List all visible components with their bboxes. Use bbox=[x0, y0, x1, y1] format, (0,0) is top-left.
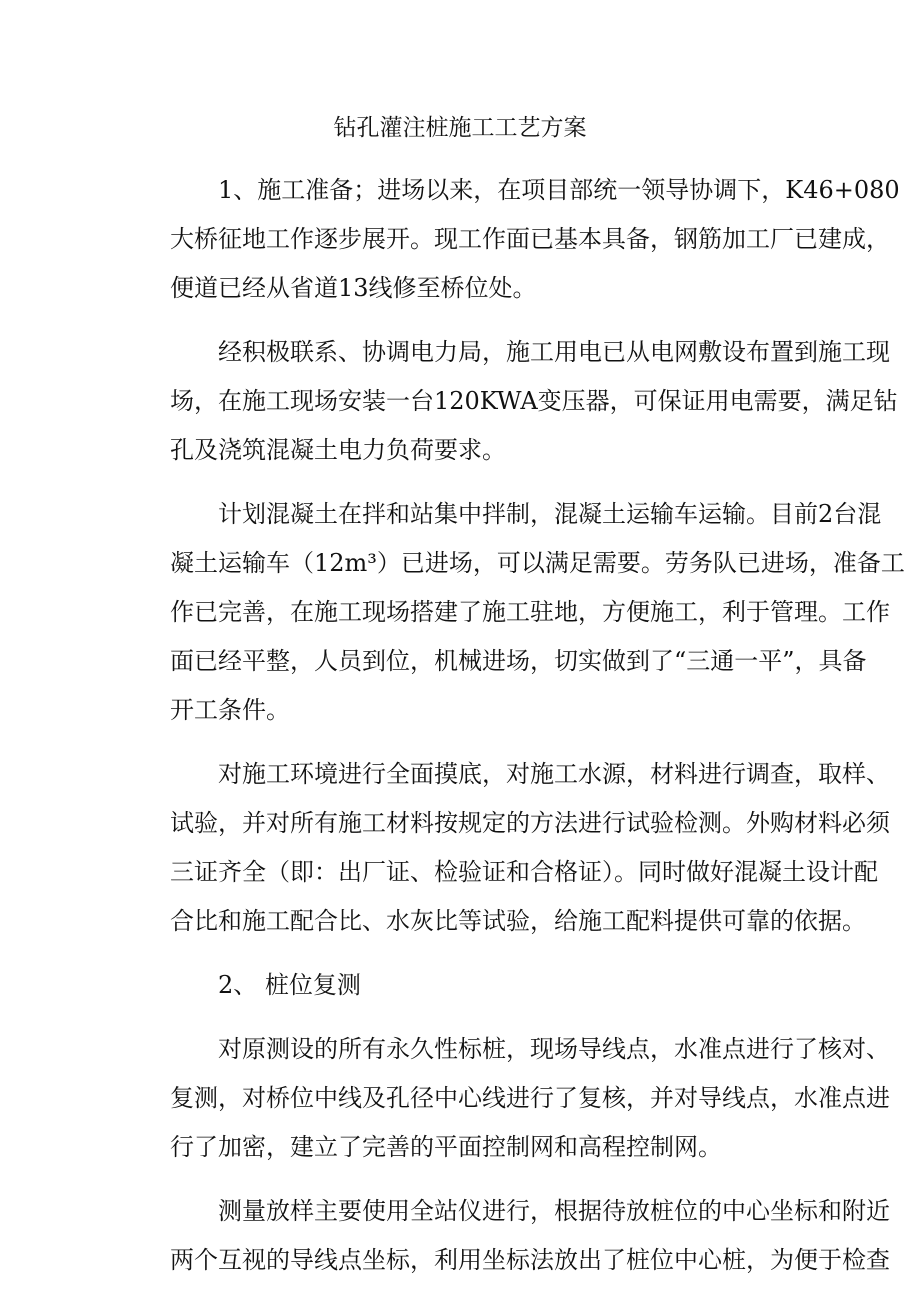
text-line: 1、施工准备；进场以来，在项目部统一领导协调下，K46+080 bbox=[218, 176, 900, 204]
paragraph bbox=[170, 750, 890, 946]
text-line: 对原测设的所有永久性标桩，现场导线点，水准点进行了核对、 bbox=[218, 1035, 890, 1063]
paragraph bbox=[170, 490, 905, 735]
text-line: 试验，并对所有施工材料按规定的方法进行试验检测。外购材料必须 bbox=[170, 809, 890, 837]
text-line: 凝土运输车（12m³）已进场，可以满足需要。劳务队已进场，准备工 bbox=[170, 549, 905, 577]
text-line: 大桥征地工作逐步展开。现工作面已基本具备，钢筋加工厂已建成， bbox=[170, 225, 890, 253]
text-line: 经积极联系、协调电力局，施工用电已从电网敷设布置到施工现 bbox=[218, 338, 890, 366]
text-line: 开工条件。 bbox=[170, 696, 290, 724]
text-line: 测量放样主要使用全站仪进行，根据待放桩位的中心坐标和附近 bbox=[218, 1197, 890, 1225]
document-title: 钻孔灌注桩施工工艺方案 bbox=[333, 115, 587, 141]
text-line: 作已完善，在施工现场搭建了施工驻地，方便施工，利于管理。工作 bbox=[170, 598, 890, 626]
text-line: 对施工环境进行全面摸底，对施工水源，材料进行调查，取样、 bbox=[218, 760, 890, 788]
paragraph bbox=[170, 1025, 890, 1172]
text-line: 行了加密，建立了完善的平面控制网和高程控制网。 bbox=[170, 1133, 722, 1161]
text-line: 便道已经从省道13线修至桥位处。 bbox=[170, 274, 537, 302]
text-line: 孔及浇筑混凝土电力负荷要求。 bbox=[170, 436, 506, 464]
paragraph bbox=[170, 328, 898, 475]
text-line: 2、 桩位复测 bbox=[218, 971, 361, 999]
section-heading bbox=[170, 961, 806, 1010]
text-line: 复测，对桥位中线及孔径中心线进行了复核，并对导线点，水准点进 bbox=[170, 1084, 890, 1112]
text-line: 合比和施工配合比、水灰比等试验，给施工配料提供可靠的依据。 bbox=[170, 907, 866, 935]
text-line: 面已经平整，人员到位，机械进场，切实做到了“三通一平”，具备 bbox=[170, 647, 867, 675]
document-body bbox=[170, 166, 905, 1300]
paragraph bbox=[170, 166, 900, 313]
text-line: 三证齐全（即：出厂证、检验证和合格证）。同时做好混凝土设计配 bbox=[170, 858, 878, 886]
paragraph bbox=[170, 1187, 890, 1285]
text-line: 场，在施工现场安装一台120KWA变压器，可保证用电需要，满足钻 bbox=[170, 387, 898, 415]
text-line: 两个互视的导线点坐标，利用坐标法放出了桩位中心桩，为便于检查 bbox=[170, 1246, 890, 1274]
text-line: 计划混凝土在拌和站集中拌制，混凝土运输车运输。目前2台混 bbox=[218, 500, 882, 528]
